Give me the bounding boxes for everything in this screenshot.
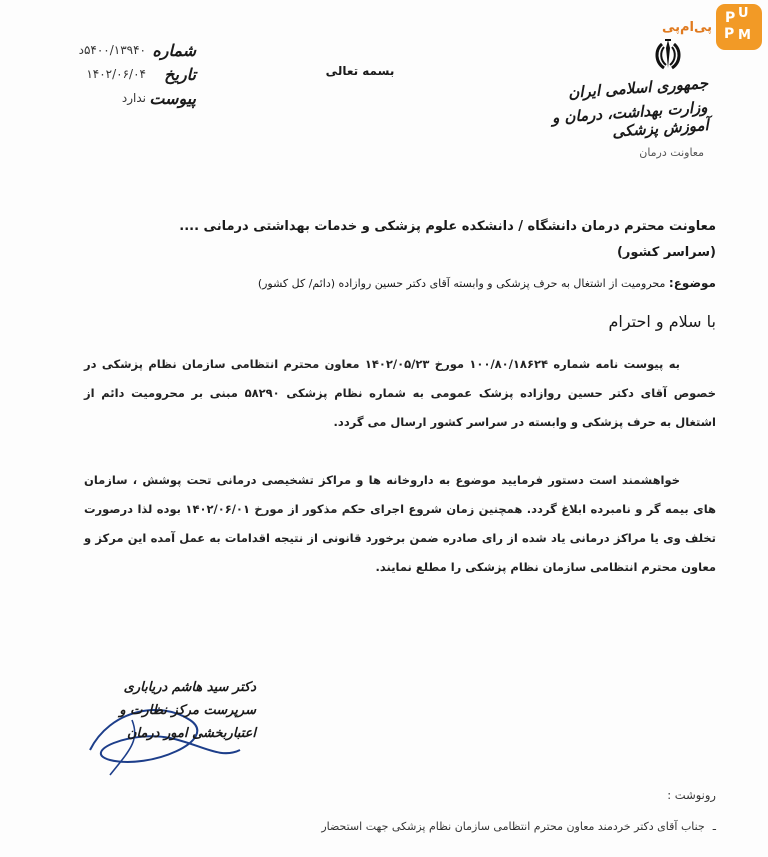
body-paragraph-1-text: به پیوست نامه شماره ۱۰۰/۸۰/۱۸۶۲۴ مورخ ۱۴۰۲/۰۵/۲۳ معاون محترم انتظامی سازمان نظام پزشکی در خصوص آقای دکتر حسین روازاده پزشک عمومی به شماره نظام پزشکی ۵۸۲۹۰ مبنی بر محرومیت دائم از اشتغال به حرف پزشکی و وابسته در سراسر کشور ارسال می گردد.: [84, 357, 716, 429]
cc-line-text: جناب آقای دکتر خردمند معاون محترم انتظامی سازمان نظام پزشکی جهت استحضار: [321, 820, 705, 833]
addressee-line1: معاونت محترم درمان دانشگاه / دانشکده علوم پزشکی و خدمات بهداشتی درمانی ....: [179, 219, 716, 234]
signer-title-1: سرپرست مرکز نظارت و: [119, 703, 256, 718]
meta-attachment-row: [36, 86, 196, 110]
cc-title: رونوشت :: [667, 788, 716, 802]
body-paragraph-2-text: خواهشمند است دستور فرمایید موضوع به داروخانه ها و مراکز تشخیصی درمانی تحت پوشش ، سازمان های بیمه گر و نامبرده ابلاغ گردد. همچنین زمان شروع اجرای حکم مذکور از مورخ ۱۴۰۲/۰۶/۰۱ بوده لذا درصورت تخلف وی یا مراکز درمانی یاد شده از رای صادره ضمن برخورد قانونی از نتیجه اقدامات به عمل آمده این مرکز و معاون محترم انتظامی سازمان نظام پزشکی را مطلع نمایند.: [84, 473, 716, 574]
meta-date-label: تاریخ: [164, 64, 196, 84]
cc-dash: ـ: [712, 820, 716, 833]
meta-date-row: [36, 62, 196, 86]
addressee-line2: (سراسر کشور): [616, 245, 716, 260]
meta-date-value: ۱۴۰۲/۰۶/۰۴: [86, 67, 146, 81]
greeting: با سلام و احترام: [608, 312, 716, 331]
meta-number-value: ۵۴۰۰/۱۳۹۴۰د: [78, 43, 146, 57]
ministry-header: [538, 74, 708, 159]
subject-text: محرومیت از اشتغال به حرف پزشکی و وابسته آقای دکتر حسین روازاده (دائم/ کل کشور): [257, 277, 666, 290]
signer-title-2: اعتباربخشی امور درمان: [126, 726, 256, 741]
cc-line: [321, 820, 716, 833]
bismillah: بسمه تعالی: [325, 64, 395, 78]
letter-meta: [36, 38, 196, 110]
signer-name: دکتر سید هاشم دریاباری: [123, 680, 256, 695]
subject: [76, 274, 716, 293]
subject-label: موضوع:: [668, 276, 716, 290]
department-name: معاونت درمان: [639, 146, 704, 159]
meta-attachment-value: ندارد: [121, 91, 146, 105]
body-paragraph-2: [84, 466, 716, 582]
body-paragraph-1: [84, 350, 716, 437]
watermark-logo-icon: P U P M: [716, 4, 762, 50]
meta-attachment-label: پیوست: [149, 88, 196, 108]
addressee: [76, 214, 716, 266]
signature-block: [96, 676, 256, 745]
watermark-text: پی‌ام‌پی: [661, 19, 712, 35]
meta-number-label: شماره: [152, 40, 196, 60]
ministry-name: وزارت بهداشت، درمان و آموزش پزشکی: [551, 98, 710, 141]
meta-number-row: [36, 38, 196, 62]
ministry-country: جمهوری اسلامی ایران: [567, 74, 709, 102]
iran-emblem-icon: [652, 38, 684, 72]
